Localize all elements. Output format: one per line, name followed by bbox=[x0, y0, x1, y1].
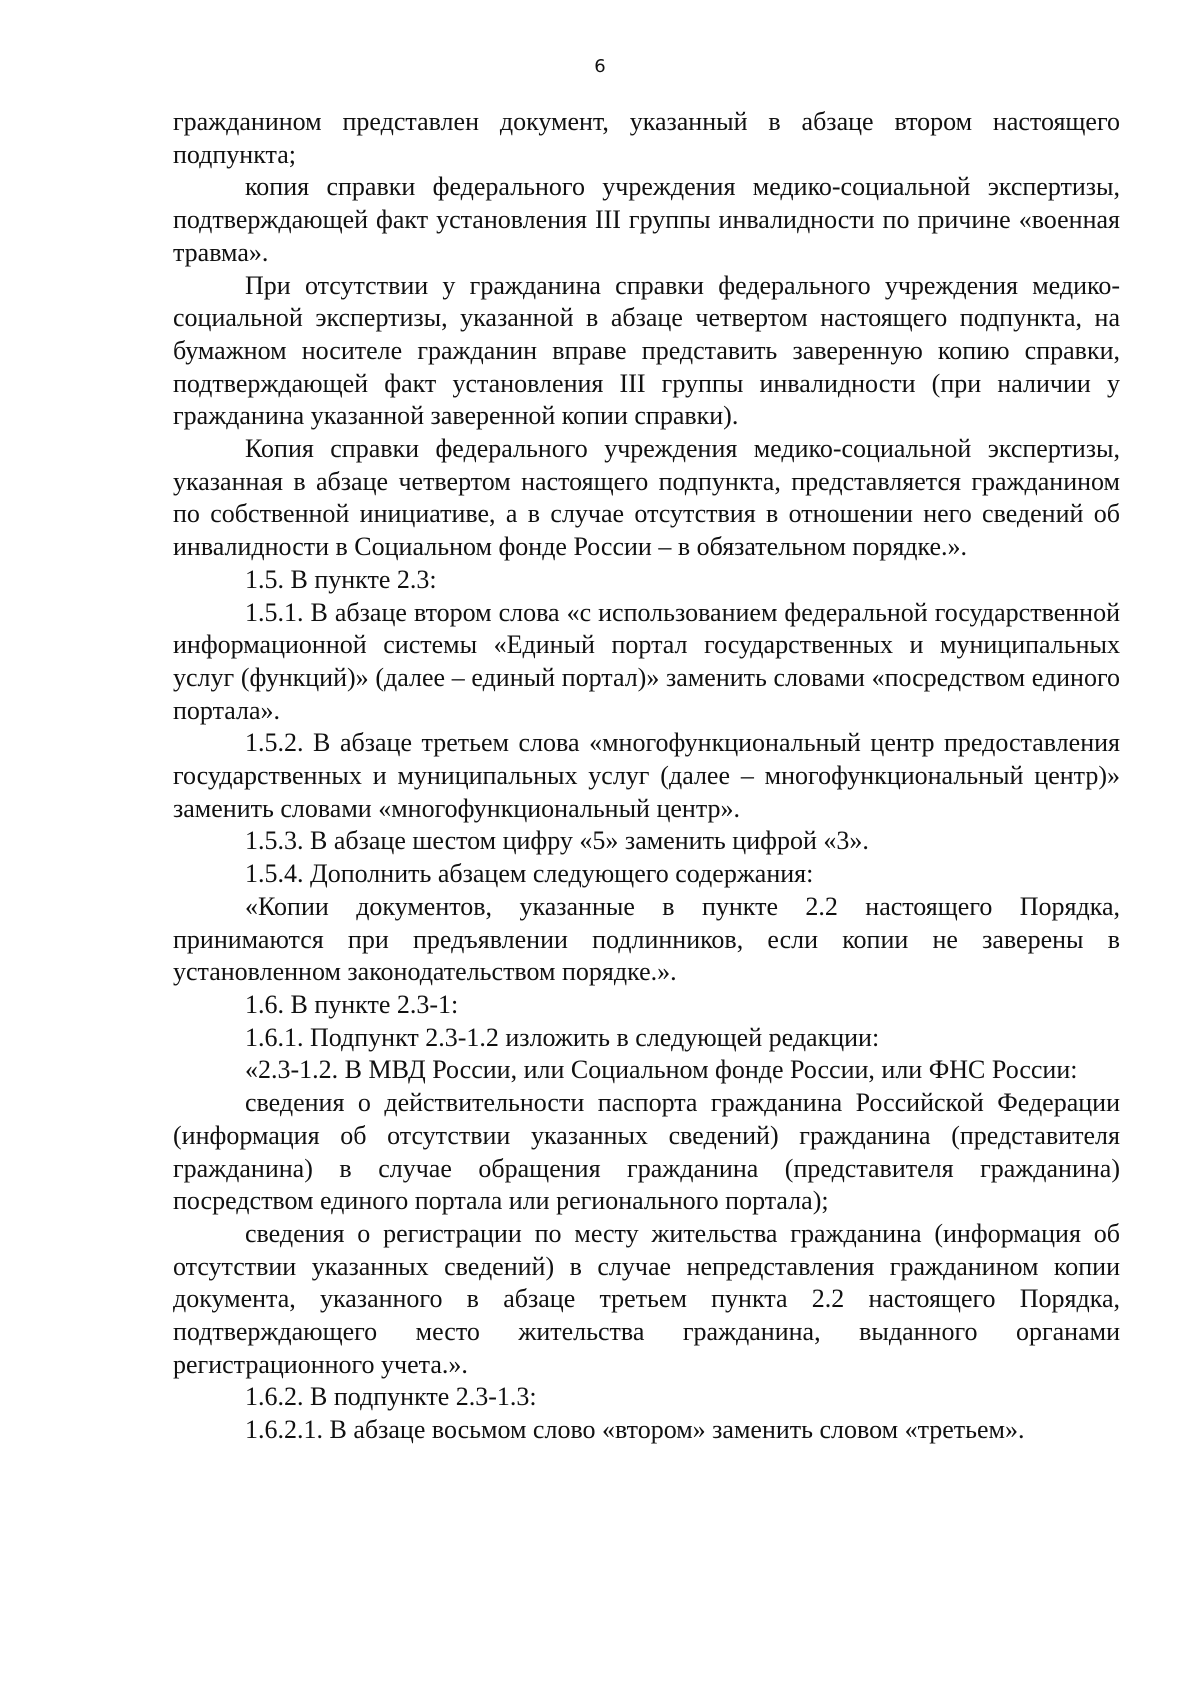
paragraph-msa-certificate-copy: копия справки федерального учреждения медико-социальной экспертизы, подтверждающей факт установления III группы инвалидности по причине «военная травма». bbox=[173, 172, 1120, 267]
paragraph-absent-certificate: При отсутствии у гражданина справки федерального учреждения медико-социальной экспертизы, указанной в абзаце четвертом настоящего подпункта, на бумажном носителе гражданин вправе представить заверенную копию справки, подтверждающей факт установления III группы инвалидности (при наличии у гражданина указанной заверенной копии справки). bbox=[173, 270, 1120, 431]
paragraph-certificate-submission: Копия справки федерального учреждения медико-социальной экспертизы, указанная в абзаце четвертом настоящего подпункта, представляется гражданином по собственной инициативе, а в случае отсутствия в отношении него сведений об инвалидности в Социальном фонде России – в обязательном порядке.». bbox=[173, 434, 1120, 562]
paragraph-item-1-6-1: 1.6.1. Подпункт 2.3-1.2 изложить в следующей редакции: bbox=[245, 1022, 880, 1052]
paragraph-item-1-5: 1.5. В пункте 2.3: bbox=[245, 564, 437, 594]
page-number: 6 bbox=[594, 56, 606, 77]
paragraph-copies-of-documents: «Копии документов, указанные в пункте 2.2 настоящего Порядка, принимаются при предъявлении подлинников, если копии не заверены в установленном законодательством порядке.». bbox=[173, 891, 1120, 987]
paragraph-subitem-2-3-1-2: «2.3-1.2. В МВД России, или Социальном фонде России, или ФНС России: bbox=[245, 1055, 1078, 1085]
paragraph-item-1-5-4: 1.5.4. Дополнить абзацем следующего содержания: bbox=[245, 859, 814, 889]
paragraph-item-1-6-2-1: 1.6.2.1. В абзаце восьмом слово «втором» заменить словом «третьем». bbox=[245, 1415, 1025, 1445]
paragraph-residence-registration: сведения о регистрации по месту жительства гражданина (информация об отсутствии указанных сведений) в случае непредставления гражданином копии документа, указанного в абзаце третьем пункта 2.2 настоящего Порядка, подтверждающего место жительства гражданина, выданного органами регистрационного учета.». bbox=[173, 1218, 1120, 1379]
paragraph-continuation: гражданином представлен документ, указанный в абзаце втором настоящего подпункта; bbox=[173, 107, 1120, 169]
paragraph-item-1-6-2: 1.6.2. В подпункте 2.3-1.3: bbox=[245, 1382, 537, 1412]
paragraph-item-1-5-2: 1.5.2. В абзаце третьем слова «многофункциональный центр предоставления государственных и муниципальных услуг (далее – многофункциональный центр)» заменить словами «многофункциональный центр». bbox=[173, 728, 1120, 823]
paragraph-item-1-5-1: 1.5.1. В абзаце втором слова «с использованием федеральной государственной информационной системы «Единый портал государственных и муниципальных услуг (функций)» (далее – единый портал)» заменить словами «посредством единого портала». bbox=[173, 597, 1120, 725]
paragraph-passport-validity: сведения о действительности паспорта гражданина Российской Федерации (информация об отсутствии указанных сведений) гражданина (представителя гражданина) в случае обращения гражданина (представителя гражданина) посредством единого портала или регионального портала); bbox=[173, 1088, 1120, 1216]
paragraph-item-1-5-3: 1.5.3. В абзаце шестом цифру «5» заменить цифрой «3». bbox=[245, 826, 869, 856]
paragraph-item-1-6: 1.6. В пункте 2.3-1: bbox=[245, 989, 459, 1019]
document-body bbox=[173, 106, 1120, 1447]
